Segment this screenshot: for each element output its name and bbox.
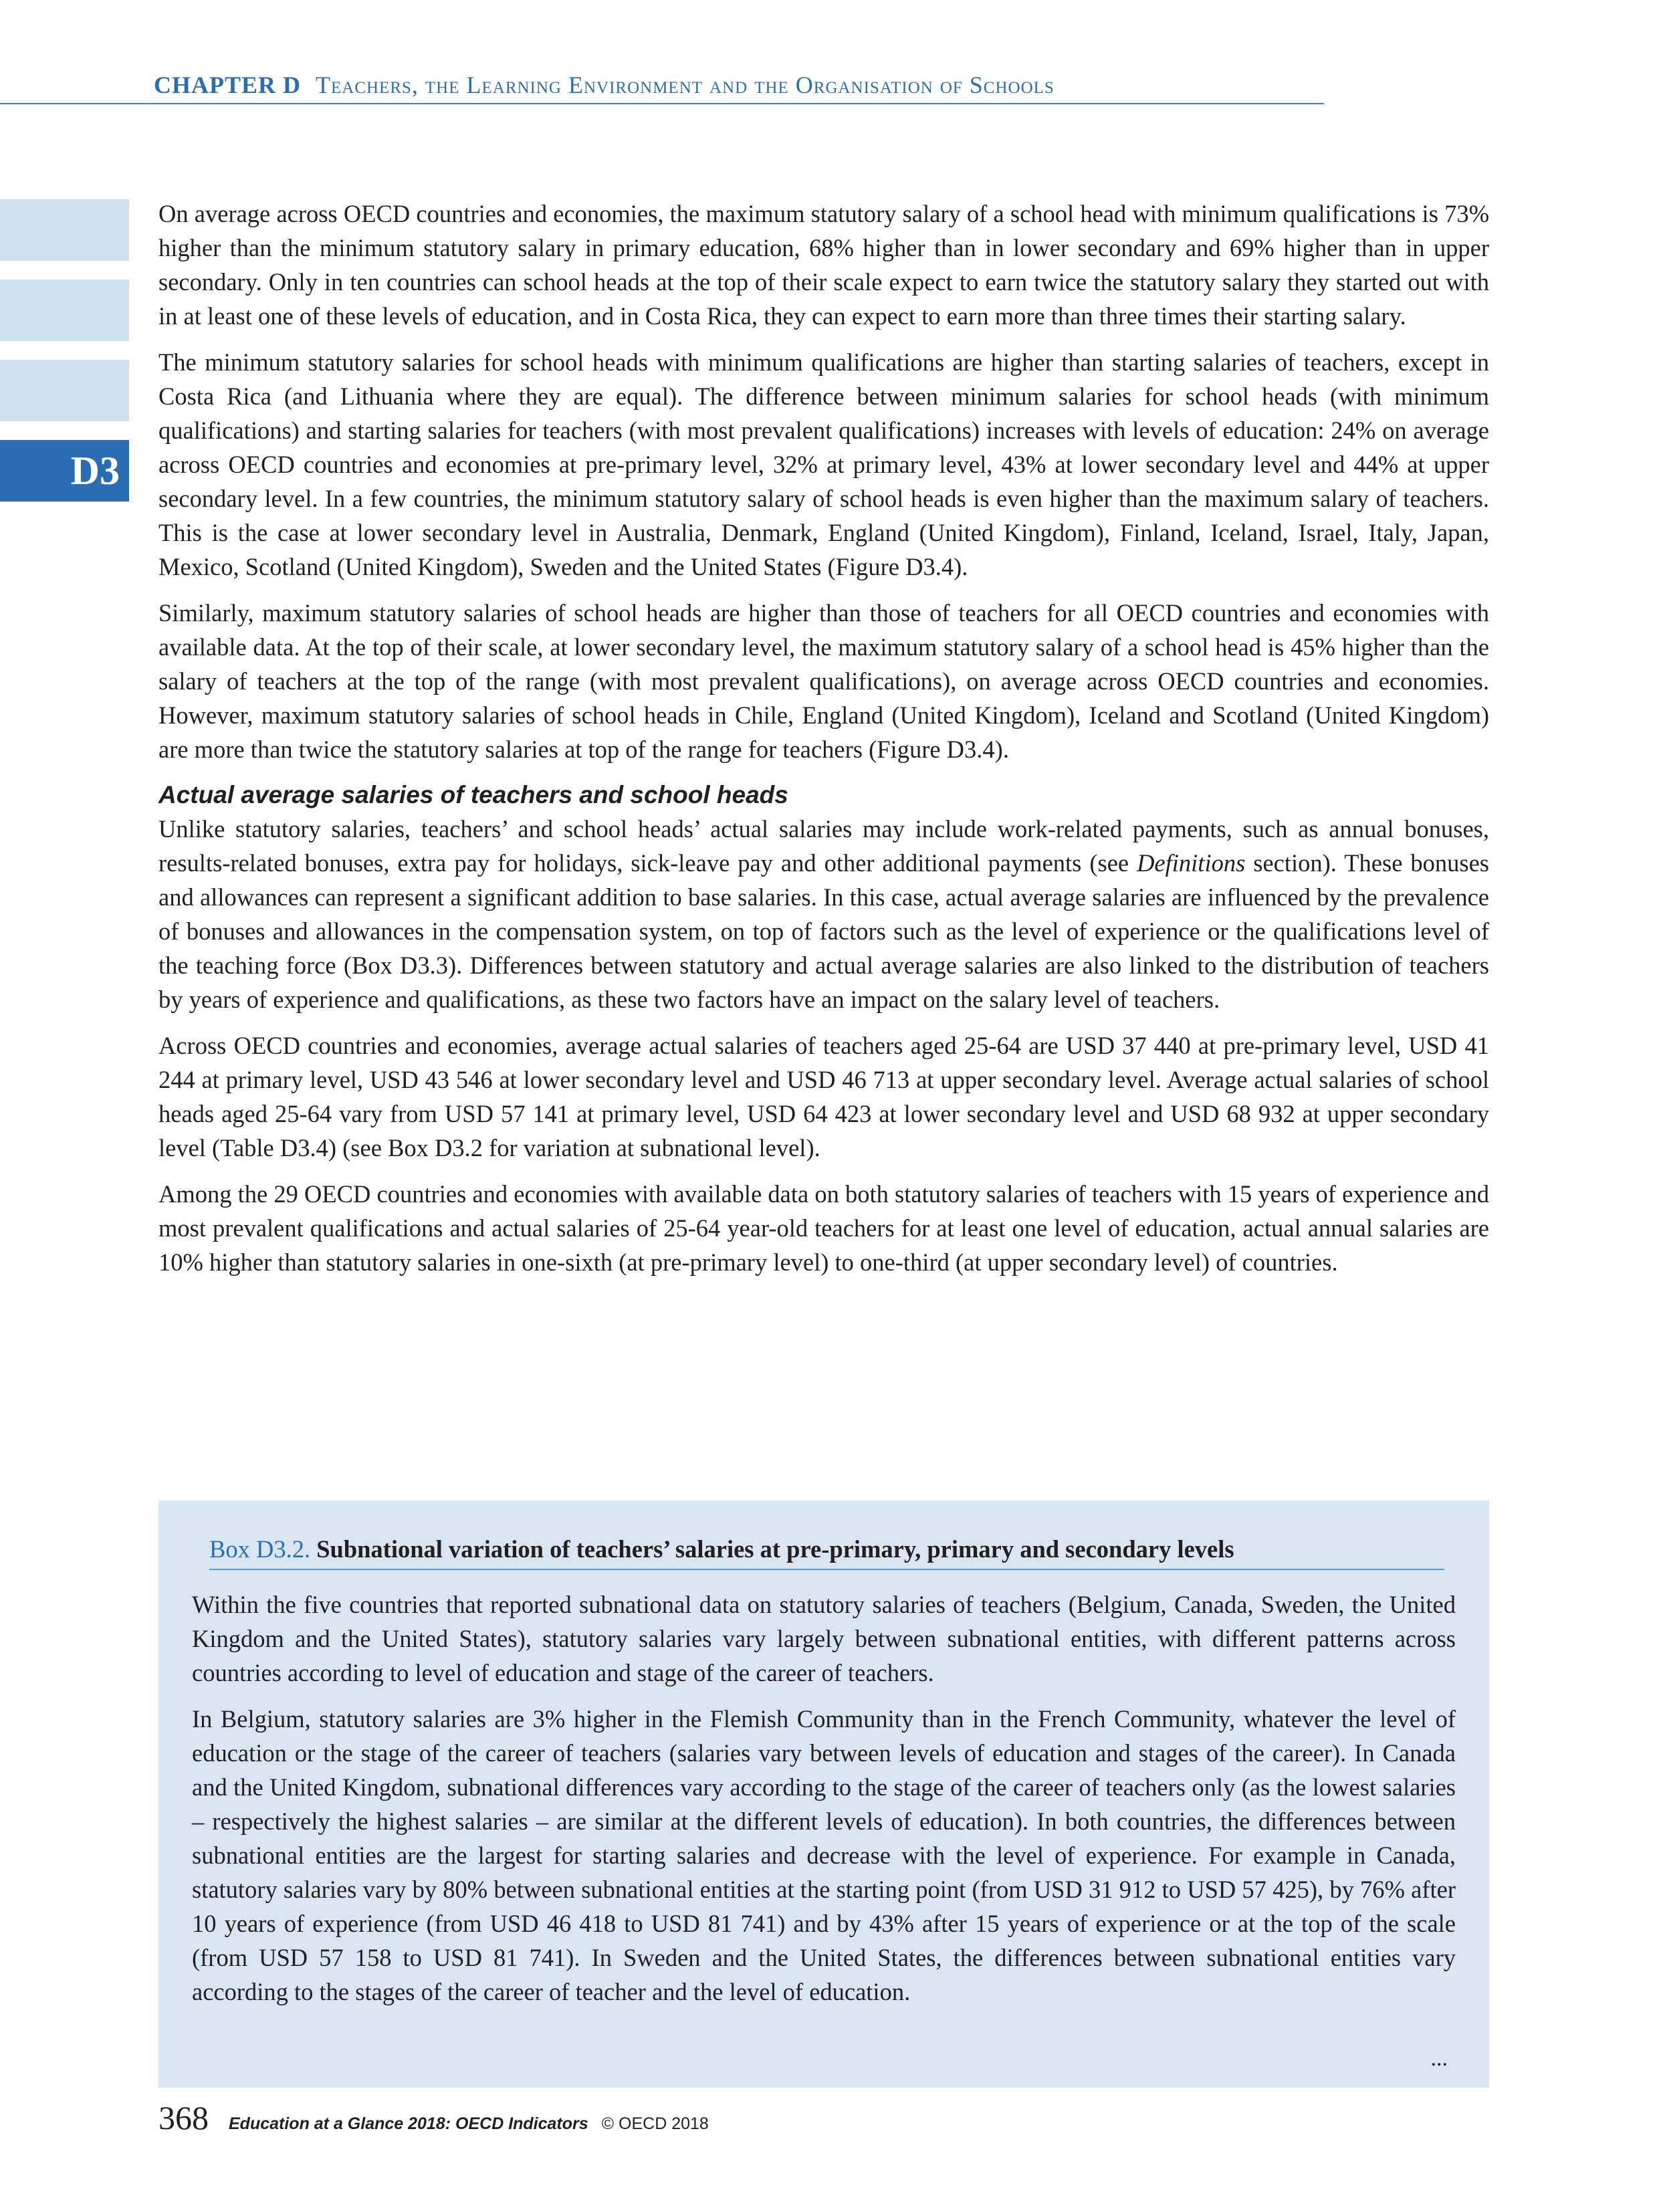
box-d3-2 <box>158 1501 1489 2088</box>
page-number: 368 <box>158 2099 209 2136</box>
box-paragraph: Within the five countries that reported subnational data on statutory salaries of teachers (Belgium, Canada, Sweden, the United Kingdom and the United States), statutory salaries vary largely between subnational entities, with different patterns across countries according to level of education and stage of the career of teachers. <box>192 1591 1456 1686</box>
definitions-reference: Definitions <box>1137 849 1246 877</box>
chapter-label: CHAPTER D <box>154 72 302 98</box>
side-tab-decor <box>0 360 129 421</box>
header-rule <box>0 103 1324 104</box>
publication-title: Education at a Glance 2018: OECD Indicators <box>229 2114 588 2133</box>
running-header <box>154 71 1055 99</box>
text-run: Unlike statutory salaries, teachers’ and school heads’ actual salaries may include work-related payments, such as annual bonuses, results-related bonuses, extra pay for holidays, sick-leave pay and other additional payments (see <box>158 815 1489 877</box>
box-paragraph: In Belgium, statutory salaries are 3% higher in the Flemish Community than in the French Community, whatever the level of education or the stage of the career of teachers (salaries vary between levels of education and stages of the career). In Canada and the United Kingdom, subnational differences vary according to the stage of the career of teachers only (as the lowest salaries – respectively the highest salaries – are similar at the different levels of education). In both countries, the differences between subnational entities are the largest for starting salaries and decrease with the level of experience. For example in Canada, statutory salaries vary by 80% between subnational entities at the starting point (from USD 31 912 to USD 57 425), by 76% after 10 years of experience (from USD 46 418 to USD 81 741) and by 43% after 15 years of experience or at the top of the scale (from USD 57 158 to USD 81 741). In Sweden and the United States, the differences between subnational entities vary according to the stages of the career of teacher and the level of education. <box>192 1705 1456 2005</box>
box-title-text: Subnational variation of teachers’ salaries at pre-primary, primary and secondary levels <box>316 1535 1234 1563</box>
paragraph: On average across OECD countries and economies, the maximum statutory salary of a school head with minimum qualifications is 73% higher than the minimum statutory salary in primary education, 68% higher than in lower secondary and 69% higher than in upper secondary. Only in ten countries can school heads at the top of their scale expect to earn twice the statutory salary they started out with in at least one of these levels of education, and in Costa Rica, they can expect to earn more than three times their starting salary. <box>158 200 1489 330</box>
paragraph <box>158 812 1489 1016</box>
box-title <box>209 1534 1444 1570</box>
indicator-tab: D3 <box>0 440 129 502</box>
paragraph: The minimum statutory salaries for school heads with minimum qualifications are higher than starting salaries of teachers, except in Costa Rica (and Lithuania where they are equal). The difference between minimum salaries for school heads (with minimum qualifications) and starting salaries for teachers (with most prevalent qualifications) increases with levels of education: 24% on average across OECD countries and economies at pre-primary level, 32% at primary level, 43% at lower secondary level and 44% at upper secondary level. In a few countries, the minimum statutory salary of school heads is even higher than the maximum salary of teachers. This is the case at lower secondary level in Australia, Denmark, England (United Kingdom), Finland, Iceland, Israel, Italy, Japan, Mexico, Scotland (United Kingdom), Sweden and the United States (Figure D3.4). <box>158 348 1489 580</box>
paragraph: Similarly, maximum statutory salaries of school heads are higher than those of teachers for all OECD countries and economies with available data. At the top of their scale, at lower secondary level, the maximum statutory salary of a school head is 45% higher than the salary of teachers at the top of the range (with most prevalent qualifications), on average across OECD countries and economies. However, maximum statutory salaries of school heads in Chile, England (United Kingdom), Iceland and Scotland (United Kingdom) are more than twice the statutory salaries at top of the range for teachers (Figure D3.4). <box>158 599 1489 763</box>
side-tab-decor <box>0 199 129 261</box>
chapter-title: Teachers, the Learning Environment and the Organisation of Schools <box>316 72 1055 98</box>
page-footer <box>158 2098 709 2137</box>
copyright: © OECD 2018 <box>601 2114 709 2133</box>
main-text <box>158 197 1489 1291</box>
continued-ellipsis: ... <box>1430 2046 1448 2071</box>
text-run: section). These bonuses and allowances can represent a significant addition to base salaries. In this case, actual average salaries are influenced by the prevalence of bonuses and allowances in the compensation system, on top of factors such as the level of experience or the qualifications level of the teaching force (Box D3.3). Differences between statutory and actual average salaries are also linked to the distribution of teachers by years of experience and qualifications, as these two factors have an impact on the salary level of teachers. <box>158 849 1489 1013</box>
side-tab-decor <box>0 280 129 341</box>
paragraph: Among the 29 OECD countries and economies with available data on both statutory salaries of teachers with 15 years of experience and most prevalent qualifications and actual salaries of 25-64 year-old teachers for at least one level of education, actual annual salaries are 10% higher than statutory salaries in one-sixth (at pre-primary level) to one-third (at upper secondary level) of countries. <box>158 1180 1489 1276</box>
box-label: Box D3.2. <box>209 1535 311 1563</box>
section-heading: Actual average salaries of teachers and school heads <box>158 781 788 808</box>
paragraph: Across OECD countries and economies, average actual salaries of teachers aged 25-64 are USD 37 440 at pre-primary level, USD 41 244 at primary level, USD 43 546 at lower secondary level and USD 46 713 at upper secondary level. Average actual salaries of school heads aged 25-64 vary from USD 57 141 at primary level, USD 64 423 at lower secondary level and USD 68 932 at upper secondary level (Table D3.4) (see Box D3.2 for variation at subnational level). <box>158 1032 1489 1162</box>
